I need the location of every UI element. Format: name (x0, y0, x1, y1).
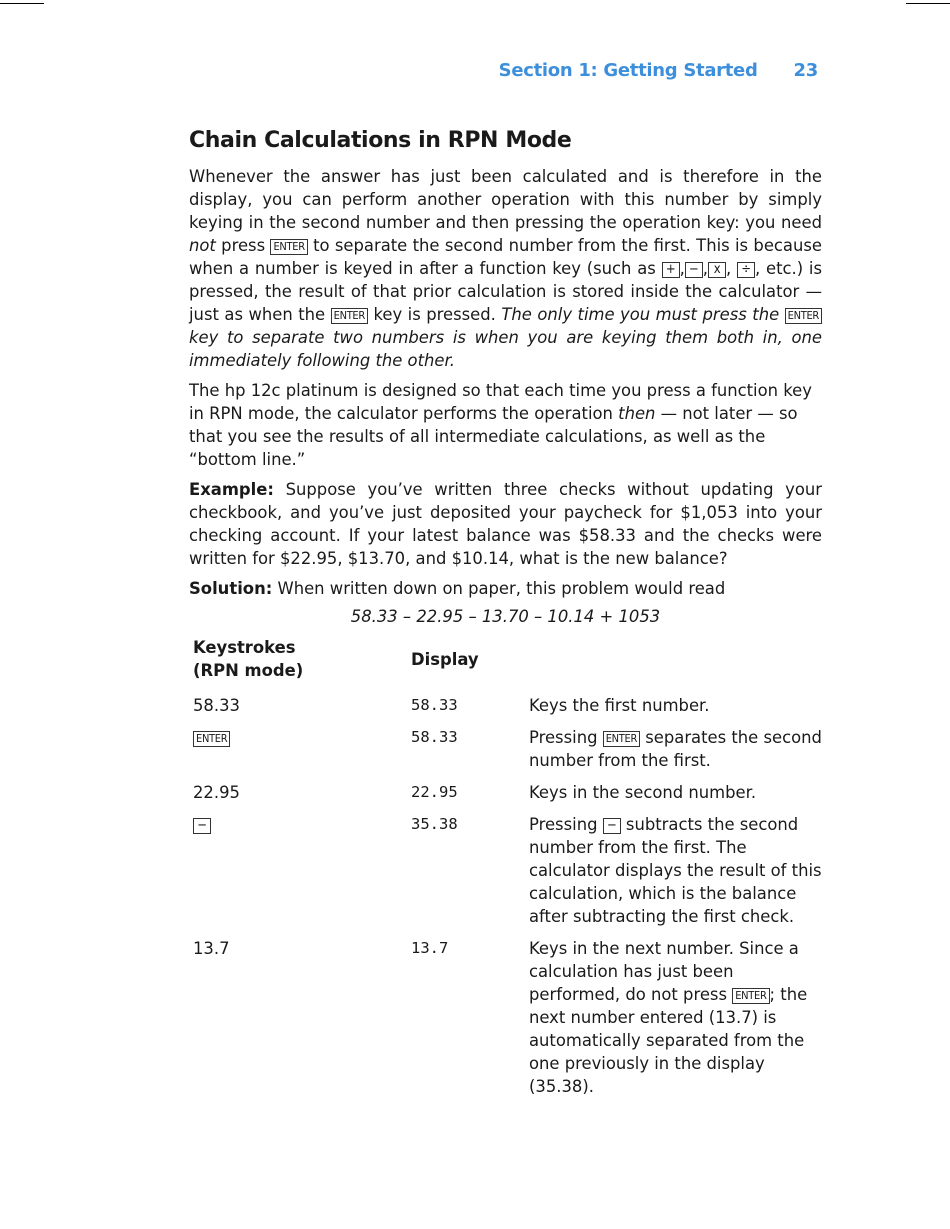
description-header (529, 636, 823, 694)
text: The hp 12c platinum is designed so that each time you press a function key in RPN mode, the calculator performs the operation (189, 381, 812, 423)
emphasis: then (618, 404, 656, 423)
table-row (193, 781, 823, 813)
table-row (193, 726, 823, 781)
description-cell: Keys the first number. (529, 696, 710, 715)
table-header-row (193, 636, 823, 694)
formula: 58.33 – 22.95 – 13.70 – 10.14 + 1053 (350, 607, 661, 626)
divide-key-icon: ÷ (737, 262, 755, 278)
solution-text: When written down on paper, this problem would read (272, 579, 726, 598)
page-number: 23 (793, 60, 818, 81)
text: Pressing (529, 815, 603, 834)
text: to separate the second number from the first. This is because when a number is keyed in after a function key (such as (189, 236, 822, 278)
emphasis: The only time you must press the (501, 305, 785, 324)
emphasis: not (189, 236, 216, 255)
keystrokes-header (193, 636, 411, 694)
page-content (189, 128, 822, 1107)
text: separates the second number from the first. (529, 728, 822, 770)
solution-label: Solution: (189, 579, 273, 598)
crop-mark-right (906, 0, 950, 4)
enter-key-icon: ENTER (785, 308, 822, 324)
description-cell (529, 726, 823, 781)
display-cell: 58.33 (411, 696, 458, 714)
times-key-icon: x (708, 262, 726, 278)
enter-key-icon: ENTER (270, 239, 307, 255)
emphasis: key to separate two numbers is when you are keying them both in, one immediately following the other. (189, 328, 822, 370)
keystroke-table (193, 636, 823, 1107)
text: Pressing (529, 728, 603, 747)
enter-key-icon: ENTER (193, 731, 230, 747)
enter-key-icon: ENTER (603, 731, 640, 747)
display-cell: 13.7 (411, 939, 449, 957)
keystroke-cell: 58.33 (193, 696, 240, 715)
crop-mark-left (0, 0, 44, 4)
table-row (193, 937, 823, 1107)
keystroke-cell: 13.7 (193, 939, 230, 958)
display-cell: 35.38 (411, 815, 458, 833)
keystroke-cell (193, 726, 411, 781)
text: Keys in the next number. Since a calculation has just been performed, do not press (529, 939, 799, 1004)
display-header: Display (411, 649, 479, 669)
running-header (499, 60, 818, 81)
rpn-design-paragraph (189, 379, 822, 471)
page-title: Chain Calculations in RPN Mode (189, 128, 572, 153)
text: ; the next number entered (13.7) is automatically separated from the one previously in the display (35.38). (529, 985, 808, 1096)
plus-key-icon: + (662, 262, 680, 278)
header-text: Keystrokes (193, 638, 296, 657)
keystroke-cell: 22.95 (193, 783, 240, 802)
text: subtracts the second number from the first. The calculator displays the result of this calculation, which is the balance after subtracting the first check. (529, 815, 822, 926)
text: press (215, 236, 271, 255)
enter-key-icon: ENTER (732, 988, 769, 1004)
header-text: (RPN mode) (193, 661, 304, 680)
example-text: Suppose you’ve written three checks without updating your checkbook, and you’ve just deposited your paycheck for $1,053 into your checking account. If your latest balance was $58.33 and the checks were written for $22.95, $13.70, and $10.14, what is the new balance? (189, 480, 822, 568)
minus-key-icon: − (193, 818, 211, 834)
intro-paragraph: Whenever the answer has just been calculated and is therefore in the display, you can perform another operation with this number by simply keying in the second number and then pressing the operation key: you need not press ENTER to separate the second number from the first. This is because when a number is keyed in after a function key (such as + , − , x , ÷ , etc.) is pressed, the result of that prior calculation is stored inside the calculator — just as when the ENTER key is pressed. The only time you must press the ENTER key to separate two numbers is when you are keying them both in, one immediately following the other. (189, 167, 822, 370)
section-title: Section 1: Getting Started (498, 60, 758, 81)
table-row (193, 694, 823, 726)
table-row (193, 813, 823, 937)
minus-key-icon: − (603, 818, 621, 834)
minus-key-icon: − (685, 262, 703, 278)
example-label: Example: (189, 480, 274, 499)
description-cell (529, 813, 823, 937)
enter-key-icon: ENTER (331, 308, 368, 324)
text: Whenever the answer has just been calculated and is therefore in the display, you can perform another operation with this number by simply keying in the second number and then pressing the operation key: you need (189, 167, 822, 232)
description-cell (529, 937, 823, 1107)
example-paragraph (189, 478, 822, 570)
display-cell: 22.95 (411, 783, 458, 801)
solution-paragraph (189, 577, 822, 600)
display-cell: 58.33 (411, 728, 458, 746)
text: , etc.) is pressed, the result of that prior calculation is stored inside the calculator — just as when the (189, 259, 822, 324)
description-cell: Keys in the second number. (529, 783, 757, 802)
keystroke-cell (193, 813, 411, 937)
text: key is pressed. (367, 305, 502, 324)
text: — not later — so that you see the results of all intermediate calculations, as well as the “bottom line.” (189, 404, 798, 469)
